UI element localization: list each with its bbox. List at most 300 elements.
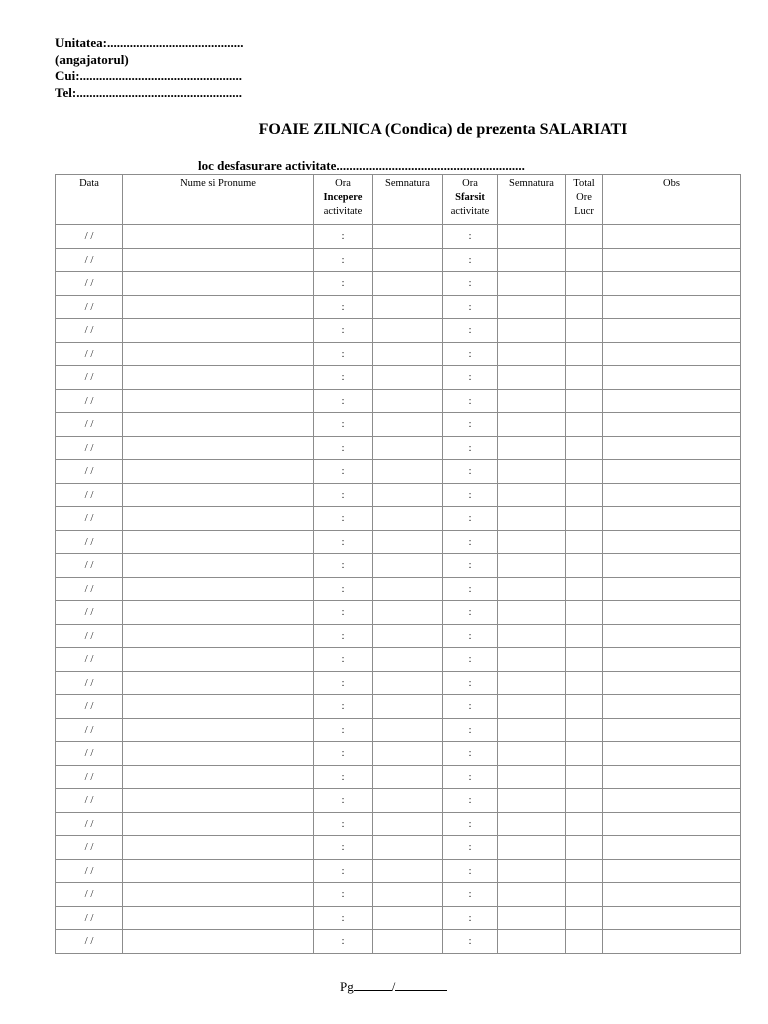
table-row	[56, 319, 741, 343]
table-row	[56, 507, 741, 531]
table-row	[56, 883, 741, 907]
obs-cell[interactable]	[603, 601, 741, 625]
table-row	[56, 836, 741, 860]
obs-cell[interactable]	[603, 436, 741, 460]
total-hours-cell[interactable]	[566, 366, 603, 390]
signature-start-cell[interactable]	[373, 789, 443, 813]
obs-cell[interactable]	[603, 483, 741, 507]
date-cell[interactable]: / /	[56, 718, 123, 742]
obs-cell[interactable]	[603, 859, 741, 883]
end-time-cell[interactable]: :	[443, 248, 498, 272]
start-time-cell[interactable]: :	[314, 577, 373, 601]
signature-end-cell[interactable]	[498, 906, 566, 930]
total-hours-cell[interactable]	[566, 671, 603, 695]
end-time-cell[interactable]: :	[443, 507, 498, 531]
start-time-cell[interactable]: :	[314, 671, 373, 695]
signature-end-cell[interactable]	[498, 389, 566, 413]
total-hours-cell[interactable]	[566, 507, 603, 531]
table-header-row	[56, 175, 741, 225]
signature-end-cell[interactable]	[498, 859, 566, 883]
header-signature-end: Semnatura	[498, 175, 566, 225]
signature-end-cell[interactable]	[498, 718, 566, 742]
end-time-cell[interactable]: :	[443, 483, 498, 507]
table-row	[56, 930, 741, 954]
end-time-cell[interactable]: :	[443, 319, 498, 343]
signature-start-cell[interactable]	[373, 272, 443, 296]
end-time-cell[interactable]: :	[443, 624, 498, 648]
signature-end-cell[interactable]	[498, 272, 566, 296]
signature-start-cell[interactable]	[373, 624, 443, 648]
obs-cell[interactable]	[603, 507, 741, 531]
tel-field: Tel:...................................................	[55, 84, 242, 100]
start-time-cell[interactable]: :	[314, 272, 373, 296]
total-hours-cell[interactable]	[566, 648, 603, 672]
signature-start-cell[interactable]	[373, 718, 443, 742]
header-total-hours: Total Ore Lucr	[566, 175, 603, 225]
name-cell[interactable]	[123, 272, 314, 296]
date-cell[interactable]: / /	[56, 695, 123, 719]
end-time-cell[interactable]: :	[443, 554, 498, 578]
name-cell[interactable]	[123, 577, 314, 601]
name-cell[interactable]	[123, 601, 314, 625]
end-time-cell[interactable]: :	[443, 530, 498, 554]
obs-cell[interactable]	[603, 906, 741, 930]
start-time-cell[interactable]: :	[314, 930, 373, 954]
signature-end-cell[interactable]	[498, 577, 566, 601]
signature-end-cell[interactable]	[498, 624, 566, 648]
total-hours-cell[interactable]	[566, 530, 603, 554]
total-hours-cell[interactable]	[566, 483, 603, 507]
signature-end-cell[interactable]	[498, 742, 566, 766]
total-hours-cell[interactable]	[566, 624, 603, 648]
signature-start-cell[interactable]	[373, 601, 443, 625]
name-cell[interactable]	[123, 930, 314, 954]
table-row	[56, 483, 741, 507]
obs-cell[interactable]	[603, 554, 741, 578]
signature-end-cell[interactable]	[498, 648, 566, 672]
signature-start-cell[interactable]	[373, 436, 443, 460]
obs-cell[interactable]	[603, 836, 741, 860]
signature-start-cell[interactable]	[373, 366, 443, 390]
end-time-cell[interactable]: :	[443, 295, 498, 319]
start-time-cell[interactable]: :	[314, 366, 373, 390]
total-hours-cell[interactable]	[566, 601, 603, 625]
table-body	[56, 225, 741, 954]
end-time-cell[interactable]: :	[443, 812, 498, 836]
header-name: Nume si Pronume	[123, 175, 314, 225]
signature-end-cell[interactable]	[498, 225, 566, 249]
end-time-cell[interactable]: :	[443, 342, 498, 366]
table-row	[56, 460, 741, 484]
obs-cell[interactable]	[603, 577, 741, 601]
start-time-cell[interactable]: :	[314, 789, 373, 813]
table-row	[56, 530, 741, 554]
start-time-cell[interactable]: :	[314, 624, 373, 648]
start-time-cell[interactable]: :	[314, 460, 373, 484]
signature-start-cell[interactable]	[373, 883, 443, 907]
signature-start-cell[interactable]	[373, 695, 443, 719]
signature-end-cell[interactable]	[498, 695, 566, 719]
total-hours-cell[interactable]	[566, 930, 603, 954]
signature-end-cell[interactable]	[498, 507, 566, 531]
name-cell[interactable]	[123, 460, 314, 484]
name-cell[interactable]	[123, 436, 314, 460]
header-signature-start: Semnatura	[373, 175, 443, 225]
end-time-cell[interactable]: :	[443, 765, 498, 789]
signature-end-cell[interactable]	[498, 342, 566, 366]
signature-start-cell[interactable]	[373, 930, 443, 954]
date-cell[interactable]: / /	[56, 836, 123, 860]
date-cell[interactable]: / /	[56, 648, 123, 672]
signature-end-cell[interactable]	[498, 883, 566, 907]
date-cell[interactable]: / /	[56, 930, 123, 954]
end-time-cell[interactable]: :	[443, 695, 498, 719]
table-row	[56, 413, 741, 437]
signature-start-cell[interactable]	[373, 248, 443, 272]
date-cell[interactable]: / /	[56, 248, 123, 272]
signature-start-cell[interactable]	[373, 836, 443, 860]
start-time-cell[interactable]: :	[314, 483, 373, 507]
date-cell[interactable]: / /	[56, 389, 123, 413]
end-time-cell[interactable]: :	[443, 272, 498, 296]
name-cell[interactable]	[123, 742, 314, 766]
start-time-cell[interactable]: :	[314, 554, 373, 578]
end-time-cell[interactable]: :	[443, 742, 498, 766]
date-cell[interactable]: / /	[56, 577, 123, 601]
start-time-cell[interactable]: :	[314, 507, 373, 531]
table-row	[56, 554, 741, 578]
name-cell[interactable]	[123, 319, 314, 343]
table-row	[56, 295, 741, 319]
date-cell[interactable]: / /	[56, 295, 123, 319]
start-time-cell[interactable]: :	[314, 248, 373, 272]
start-time-cell[interactable]: :	[314, 319, 373, 343]
start-time-cell[interactable]: :	[314, 883, 373, 907]
end-time-cell[interactable]: :	[443, 718, 498, 742]
total-hours-cell[interactable]	[566, 436, 603, 460]
start-time-cell[interactable]: :	[314, 906, 373, 930]
total-hours-cell[interactable]	[566, 389, 603, 413]
signature-start-cell[interactable]	[373, 483, 443, 507]
start-time-cell[interactable]: :	[314, 742, 373, 766]
end-time-cell[interactable]: :	[443, 836, 498, 860]
obs-cell[interactable]	[603, 695, 741, 719]
end-time-cell[interactable]: :	[443, 460, 498, 484]
total-hours-cell[interactable]	[566, 225, 603, 249]
date-cell[interactable]: / /	[56, 436, 123, 460]
name-cell[interactable]	[123, 248, 314, 272]
obs-cell[interactable]	[603, 319, 741, 343]
table-row	[56, 906, 741, 930]
start-time-cell[interactable]: :	[314, 225, 373, 249]
signature-end-cell[interactable]	[498, 319, 566, 343]
name-cell[interactable]	[123, 906, 314, 930]
total-hours-cell[interactable]	[566, 765, 603, 789]
table-row	[56, 342, 741, 366]
end-time-cell[interactable]: :	[443, 225, 498, 249]
location-field: loc desfasurare activitate..........................................................	[198, 158, 525, 173]
obs-cell[interactable]	[603, 789, 741, 813]
end-time-cell[interactable]: :	[443, 930, 498, 954]
name-cell[interactable]	[123, 554, 314, 578]
end-time-cell[interactable]: :	[443, 883, 498, 907]
end-time-cell[interactable]: :	[443, 601, 498, 625]
signature-end-cell[interactable]	[498, 554, 566, 578]
name-cell[interactable]	[123, 718, 314, 742]
name-cell[interactable]	[123, 225, 314, 249]
signature-end-cell[interactable]	[498, 248, 566, 272]
start-time-cell[interactable]: :	[314, 648, 373, 672]
name-cell[interactable]	[123, 765, 314, 789]
end-time-cell[interactable]: :	[443, 648, 498, 672]
table-row	[56, 272, 741, 296]
obs-cell[interactable]	[603, 648, 741, 672]
obs-cell[interactable]	[603, 930, 741, 954]
total-pages-blank	[395, 978, 447, 991]
name-cell[interactable]	[123, 883, 314, 907]
date-cell[interactable]: / /	[56, 789, 123, 813]
obs-cell[interactable]	[603, 413, 741, 437]
total-hours-cell[interactable]	[566, 836, 603, 860]
total-hours-cell[interactable]	[566, 812, 603, 836]
total-hours-cell[interactable]	[566, 413, 603, 437]
start-time-cell[interactable]: :	[314, 295, 373, 319]
date-cell[interactable]: / /	[56, 812, 123, 836]
signature-end-cell[interactable]	[498, 436, 566, 460]
end-time-cell[interactable]: :	[443, 413, 498, 437]
unit-field: Unitatea:..........................................	[55, 35, 244, 50]
signature-end-cell[interactable]	[498, 366, 566, 390]
date-cell[interactable]: / /	[56, 671, 123, 695]
name-cell[interactable]	[123, 695, 314, 719]
date-cell[interactable]: / /	[56, 225, 123, 249]
end-time-cell[interactable]: :	[443, 906, 498, 930]
total-hours-cell[interactable]	[566, 577, 603, 601]
signature-start-cell[interactable]	[373, 765, 443, 789]
name-cell[interactable]	[123, 342, 314, 366]
date-cell[interactable]: / /	[56, 859, 123, 883]
start-time-cell[interactable]: :	[314, 765, 373, 789]
signature-end-cell[interactable]	[498, 530, 566, 554]
obs-cell[interactable]	[603, 765, 741, 789]
signature-start-cell[interactable]	[373, 648, 443, 672]
table-row	[56, 718, 741, 742]
table-row	[56, 601, 741, 625]
table-row	[56, 859, 741, 883]
date-cell[interactable]: / /	[56, 601, 123, 625]
signature-start-cell[interactable]	[373, 530, 443, 554]
obs-cell[interactable]	[603, 624, 741, 648]
table-row	[56, 648, 741, 672]
name-cell[interactable]	[123, 836, 314, 860]
obs-cell[interactable]	[603, 272, 741, 296]
total-hours-cell[interactable]	[566, 883, 603, 907]
total-hours-cell[interactable]	[566, 906, 603, 930]
name-cell[interactable]	[123, 624, 314, 648]
end-time-cell[interactable]: :	[443, 789, 498, 813]
table-row	[56, 624, 741, 648]
obs-cell[interactable]	[603, 671, 741, 695]
name-cell[interactable]	[123, 483, 314, 507]
end-time-cell[interactable]: :	[443, 671, 498, 695]
signature-end-cell[interactable]	[498, 483, 566, 507]
obs-cell[interactable]	[603, 225, 741, 249]
table-row	[56, 742, 741, 766]
date-cell[interactable]: / /	[56, 342, 123, 366]
name-cell[interactable]	[123, 295, 314, 319]
date-cell[interactable]: / /	[56, 272, 123, 296]
table-row	[56, 812, 741, 836]
start-time-cell[interactable]: :	[314, 342, 373, 366]
date-cell[interactable]: / /	[56, 366, 123, 390]
table-row	[56, 671, 741, 695]
signature-end-cell[interactable]	[498, 812, 566, 836]
name-cell[interactable]	[123, 366, 314, 390]
end-time-cell[interactable]: :	[443, 859, 498, 883]
end-time-cell[interactable]: :	[443, 577, 498, 601]
obs-cell[interactable]	[603, 530, 741, 554]
obs-cell[interactable]	[603, 342, 741, 366]
signature-end-cell[interactable]	[498, 295, 566, 319]
signature-start-cell[interactable]	[373, 577, 443, 601]
signature-start-cell[interactable]	[373, 906, 443, 930]
signature-start-cell[interactable]	[373, 225, 443, 249]
date-cell[interactable]: / /	[56, 906, 123, 930]
table-row	[56, 436, 741, 460]
signature-end-cell[interactable]	[498, 930, 566, 954]
signature-end-cell[interactable]	[498, 601, 566, 625]
obs-cell[interactable]	[603, 883, 741, 907]
total-hours-cell[interactable]	[566, 319, 603, 343]
date-cell[interactable]: / /	[56, 530, 123, 554]
signature-start-cell[interactable]	[373, 460, 443, 484]
page-number-footer	[340, 978, 447, 995]
total-hours-cell[interactable]	[566, 272, 603, 296]
start-time-cell[interactable]: :	[314, 718, 373, 742]
header-obs: Obs	[603, 175, 741, 225]
signature-start-cell[interactable]	[373, 319, 443, 343]
page-blank	[354, 978, 392, 991]
total-hours-cell[interactable]	[566, 742, 603, 766]
end-time-cell[interactable]: :	[443, 389, 498, 413]
obs-cell[interactable]	[603, 248, 741, 272]
date-cell[interactable]: / /	[56, 319, 123, 343]
employer-block	[55, 35, 244, 101]
page-separator: /	[391, 979, 396, 994]
start-time-cell[interactable]: :	[314, 695, 373, 719]
date-cell[interactable]: / /	[56, 483, 123, 507]
signature-start-cell[interactable]	[373, 389, 443, 413]
signature-start-cell[interactable]	[373, 812, 443, 836]
total-hours-cell[interactable]	[566, 718, 603, 742]
obs-cell[interactable]	[603, 718, 741, 742]
name-cell[interactable]	[123, 671, 314, 695]
name-cell[interactable]	[123, 812, 314, 836]
name-cell[interactable]	[123, 507, 314, 531]
table-row	[56, 789, 741, 813]
table-row	[56, 577, 741, 601]
date-cell[interactable]: / /	[56, 413, 123, 437]
document-title: FOAIE ZILNICA (Condica) de prezenta SALARIATI	[258, 121, 628, 138]
header-start-time: Ora Incepere activitate	[314, 175, 373, 225]
signature-start-cell[interactable]	[373, 342, 443, 366]
obs-cell[interactable]	[603, 812, 741, 836]
cui-field: Cui:..................................................	[55, 68, 243, 83]
header-end-time: Ora Sfarsit activitate	[443, 175, 498, 225]
table-row	[56, 225, 741, 249]
obs-cell[interactable]	[603, 366, 741, 390]
obs-cell[interactable]	[603, 389, 741, 413]
header-date: Data	[56, 175, 123, 225]
signature-end-cell[interactable]	[498, 789, 566, 813]
name-cell[interactable]	[123, 859, 314, 883]
table-row	[56, 366, 741, 390]
table-row	[56, 695, 741, 719]
signature-start-cell[interactable]	[373, 671, 443, 695]
signature-end-cell[interactable]	[498, 460, 566, 484]
start-time-cell[interactable]: :	[314, 601, 373, 625]
name-cell[interactable]	[123, 530, 314, 554]
start-time-cell[interactable]: :	[314, 436, 373, 460]
total-hours-cell[interactable]	[566, 295, 603, 319]
start-time-cell[interactable]: :	[314, 859, 373, 883]
start-time-cell[interactable]: :	[314, 530, 373, 554]
date-cell[interactable]: / /	[56, 883, 123, 907]
total-hours-cell[interactable]	[566, 859, 603, 883]
date-cell[interactable]: / /	[56, 742, 123, 766]
date-cell[interactable]: / /	[56, 460, 123, 484]
table-row	[56, 248, 741, 272]
total-hours-cell[interactable]	[566, 695, 603, 719]
start-time-cell[interactable]: :	[314, 413, 373, 437]
total-hours-cell[interactable]	[566, 248, 603, 272]
page-label: Pg	[340, 979, 354, 994]
signature-start-cell[interactable]	[373, 554, 443, 578]
signature-start-cell[interactable]	[373, 295, 443, 319]
signature-end-cell[interactable]	[498, 765, 566, 789]
total-hours-cell[interactable]	[566, 342, 603, 366]
signature-end-cell[interactable]	[498, 413, 566, 437]
name-cell[interactable]	[123, 389, 314, 413]
start-time-cell[interactable]: :	[314, 812, 373, 836]
date-cell[interactable]: / /	[56, 765, 123, 789]
signature-start-cell[interactable]	[373, 413, 443, 437]
date-cell[interactable]: / /	[56, 507, 123, 531]
signature-start-cell[interactable]	[373, 859, 443, 883]
date-cell[interactable]: / /	[56, 624, 123, 648]
obs-cell[interactable]	[603, 295, 741, 319]
total-hours-cell[interactable]	[566, 460, 603, 484]
attendance-table	[55, 174, 741, 954]
name-cell[interactable]	[123, 648, 314, 672]
signature-end-cell[interactable]	[498, 836, 566, 860]
total-hours-cell[interactable]	[566, 554, 603, 578]
obs-cell[interactable]	[603, 742, 741, 766]
end-time-cell[interactable]: :	[443, 366, 498, 390]
signature-start-cell[interactable]	[373, 507, 443, 531]
obs-cell[interactable]	[603, 460, 741, 484]
signature-end-cell[interactable]	[498, 671, 566, 695]
start-time-cell[interactable]: :	[314, 836, 373, 860]
name-cell[interactable]	[123, 413, 314, 437]
date-cell[interactable]: / /	[56, 554, 123, 578]
employer-label: (angajatorul)	[55, 51, 129, 67]
start-time-cell[interactable]: :	[314, 389, 373, 413]
total-hours-cell[interactable]	[566, 789, 603, 813]
name-cell[interactable]	[123, 789, 314, 813]
signature-start-cell[interactable]	[373, 742, 443, 766]
end-time-cell[interactable]: :	[443, 436, 498, 460]
